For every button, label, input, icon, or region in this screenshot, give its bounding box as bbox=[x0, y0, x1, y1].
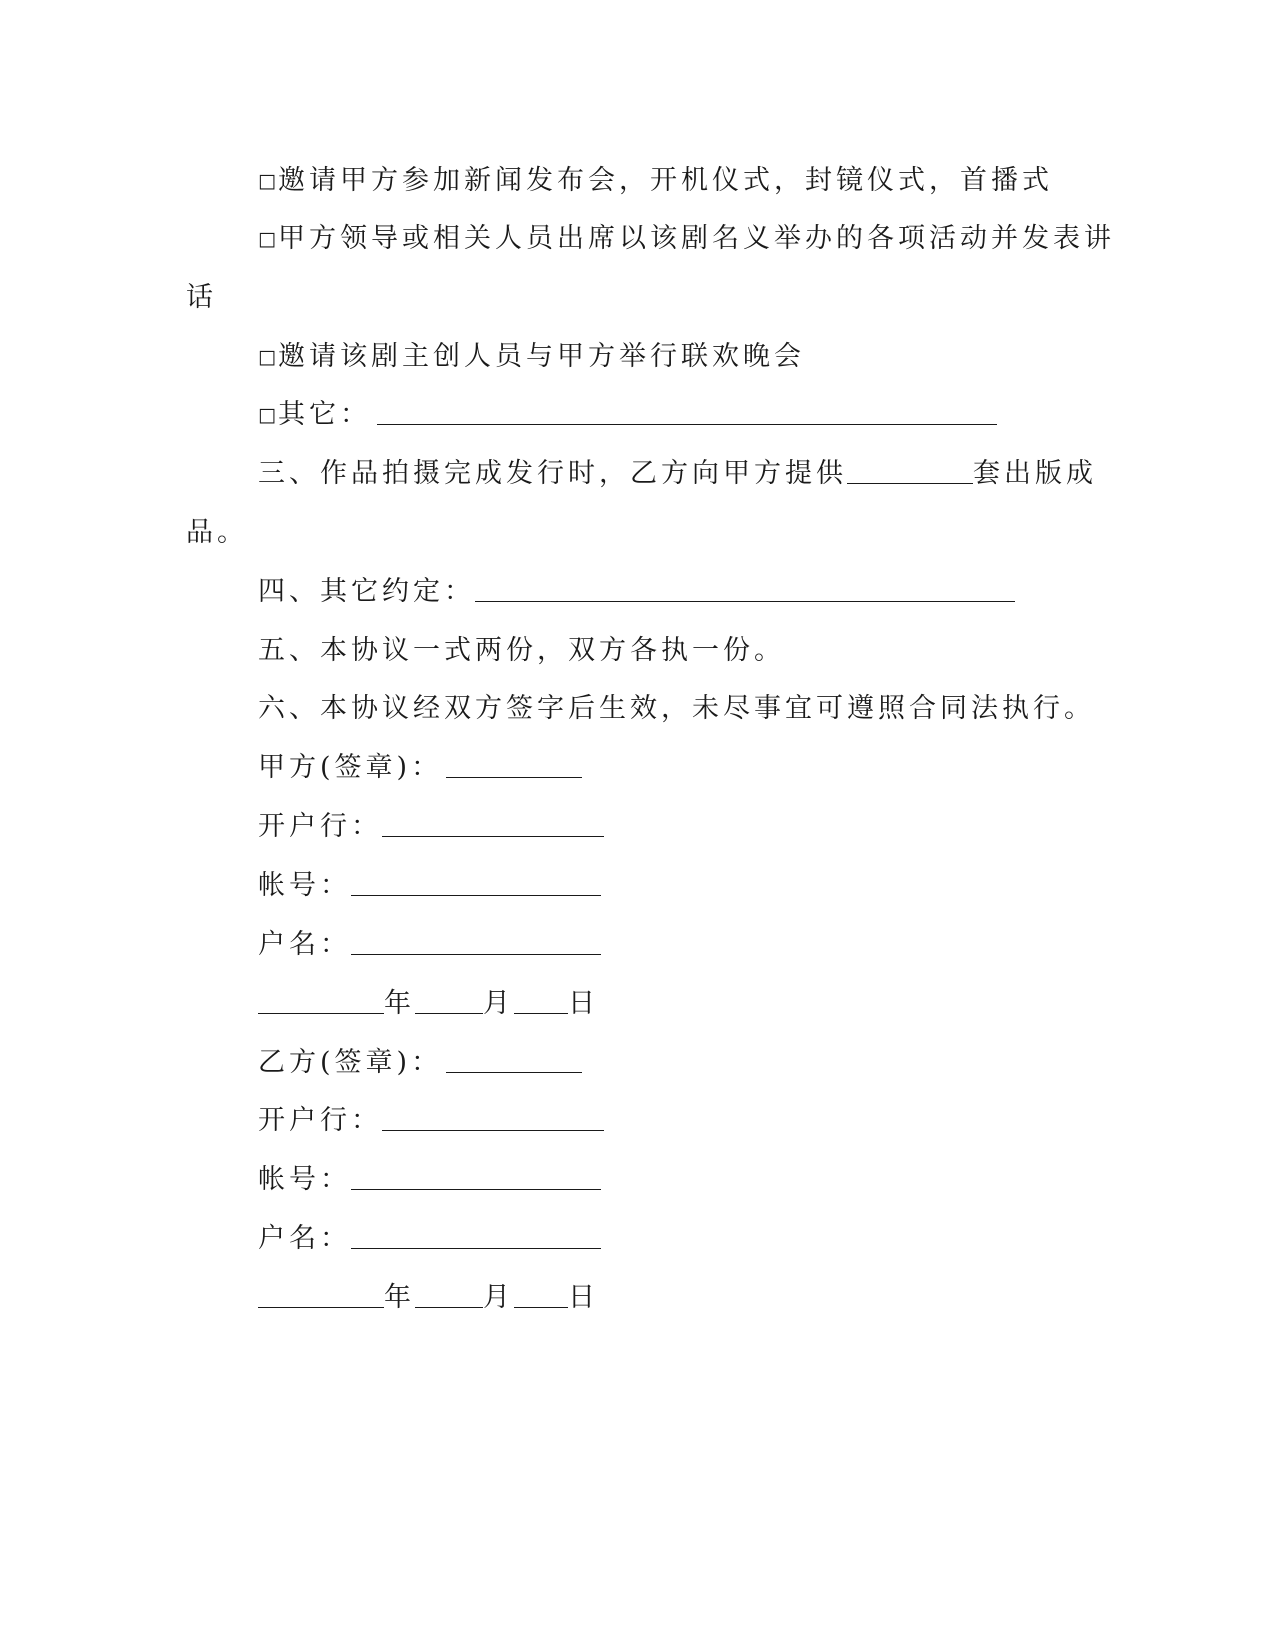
year-label: 年 bbox=[384, 988, 415, 1019]
year-label: 年 bbox=[384, 1282, 415, 1313]
clause-3 bbox=[258, 457, 1097, 491]
party-b-month-blank[interactable] bbox=[415, 1281, 483, 1308]
month-label: 月 bbox=[483, 1282, 514, 1313]
party-b-bank bbox=[258, 1104, 604, 1138]
party-b-day-blank[interactable] bbox=[514, 1281, 568, 1308]
party-b-name bbox=[258, 1222, 601, 1256]
party-b-account-blank[interactable] bbox=[351, 1163, 601, 1190]
party-b-sign-blank[interactable] bbox=[446, 1046, 582, 1073]
clause-3-prefix: 三、作品拍摄完成发行时，乙方向甲方提供 bbox=[258, 458, 847, 489]
party-a-name-blank[interactable] bbox=[351, 928, 601, 955]
checkbox-icon[interactable]: □ bbox=[258, 346, 276, 368]
checkbox-icon[interactable]: □ bbox=[258, 404, 276, 426]
party-a-sign-label: 甲方(签章)： bbox=[258, 752, 443, 783]
party-b-sign-label: 乙方(签章)： bbox=[258, 1047, 443, 1078]
party-a-date bbox=[258, 987, 599, 1021]
option-leader-speech-continued: 话 bbox=[186, 282, 217, 313]
day-label: 日 bbox=[568, 988, 599, 1019]
checkbox-icon[interactable]: □ bbox=[258, 170, 276, 192]
party-a-bank bbox=[258, 810, 604, 844]
option-press-conference bbox=[258, 164, 1053, 198]
party-a-account-blank[interactable] bbox=[351, 869, 601, 896]
checkbox-icon[interactable]: □ bbox=[258, 228, 276, 250]
clause-3-suffix: 套出版成 bbox=[973, 458, 1097, 489]
party-a-account-label: 帐号： bbox=[258, 870, 351, 901]
party-a-month-blank[interactable] bbox=[415, 987, 483, 1014]
party-a-bank-label: 开户行： bbox=[258, 811, 382, 842]
party-a-year-blank[interactable] bbox=[258, 987, 384, 1014]
party-b-bank-blank[interactable] bbox=[382, 1104, 604, 1131]
option-other-blank[interactable] bbox=[377, 398, 997, 425]
party-a-sign bbox=[258, 751, 582, 785]
option-text: 甲方领导或相关人员出席以该剧名义举办的各项活动并发表讲 bbox=[277, 223, 1115, 254]
party-a-name bbox=[258, 928, 601, 962]
party-b-date bbox=[258, 1281, 599, 1315]
clause-5: 五、本协议一式两份，双方各执一份。 bbox=[258, 635, 785, 666]
party-b-account bbox=[258, 1163, 601, 1197]
month-label: 月 bbox=[483, 988, 514, 1019]
party-a-bank-blank[interactable] bbox=[382, 810, 604, 837]
clause-4 bbox=[258, 575, 1015, 609]
option-other-label: 其它： bbox=[277, 399, 371, 430]
party-b-name-label: 户名： bbox=[258, 1223, 351, 1254]
other-agreement-blank[interactable] bbox=[475, 575, 1015, 602]
party-a-account bbox=[258, 869, 601, 903]
party-b-year-blank[interactable] bbox=[258, 1281, 384, 1308]
copies-blank[interactable] bbox=[847, 457, 973, 484]
clause-6: 六、本协议经双方签字后生效，未尽事宜可遵照合同法执行。 bbox=[258, 693, 1095, 724]
party-b-name-blank[interactable] bbox=[351, 1222, 601, 1249]
party-a-name-label: 户名： bbox=[258, 929, 351, 960]
option-text: 邀请该剧主创人员与甲方举行联欢晚会 bbox=[277, 341, 805, 372]
party-b-account-label: 帐号： bbox=[258, 1164, 351, 1195]
clause-4-label: 四、其它约定： bbox=[258, 576, 475, 607]
party-a-sign-blank[interactable] bbox=[446, 751, 582, 778]
clause-3-continued: 品。 bbox=[186, 517, 248, 548]
party-b-sign bbox=[258, 1046, 582, 1080]
day-label: 日 bbox=[568, 1282, 599, 1313]
party-b-bank-label: 开户行： bbox=[258, 1105, 382, 1136]
party-a-day-blank[interactable] bbox=[514, 987, 568, 1014]
option-text: 邀请甲方参加新闻发布会，开机仪式，封镜仪式，首播式 bbox=[277, 165, 1053, 196]
option-leader-speech bbox=[258, 222, 1115, 256]
option-other bbox=[258, 398, 997, 432]
option-gala bbox=[258, 340, 805, 374]
